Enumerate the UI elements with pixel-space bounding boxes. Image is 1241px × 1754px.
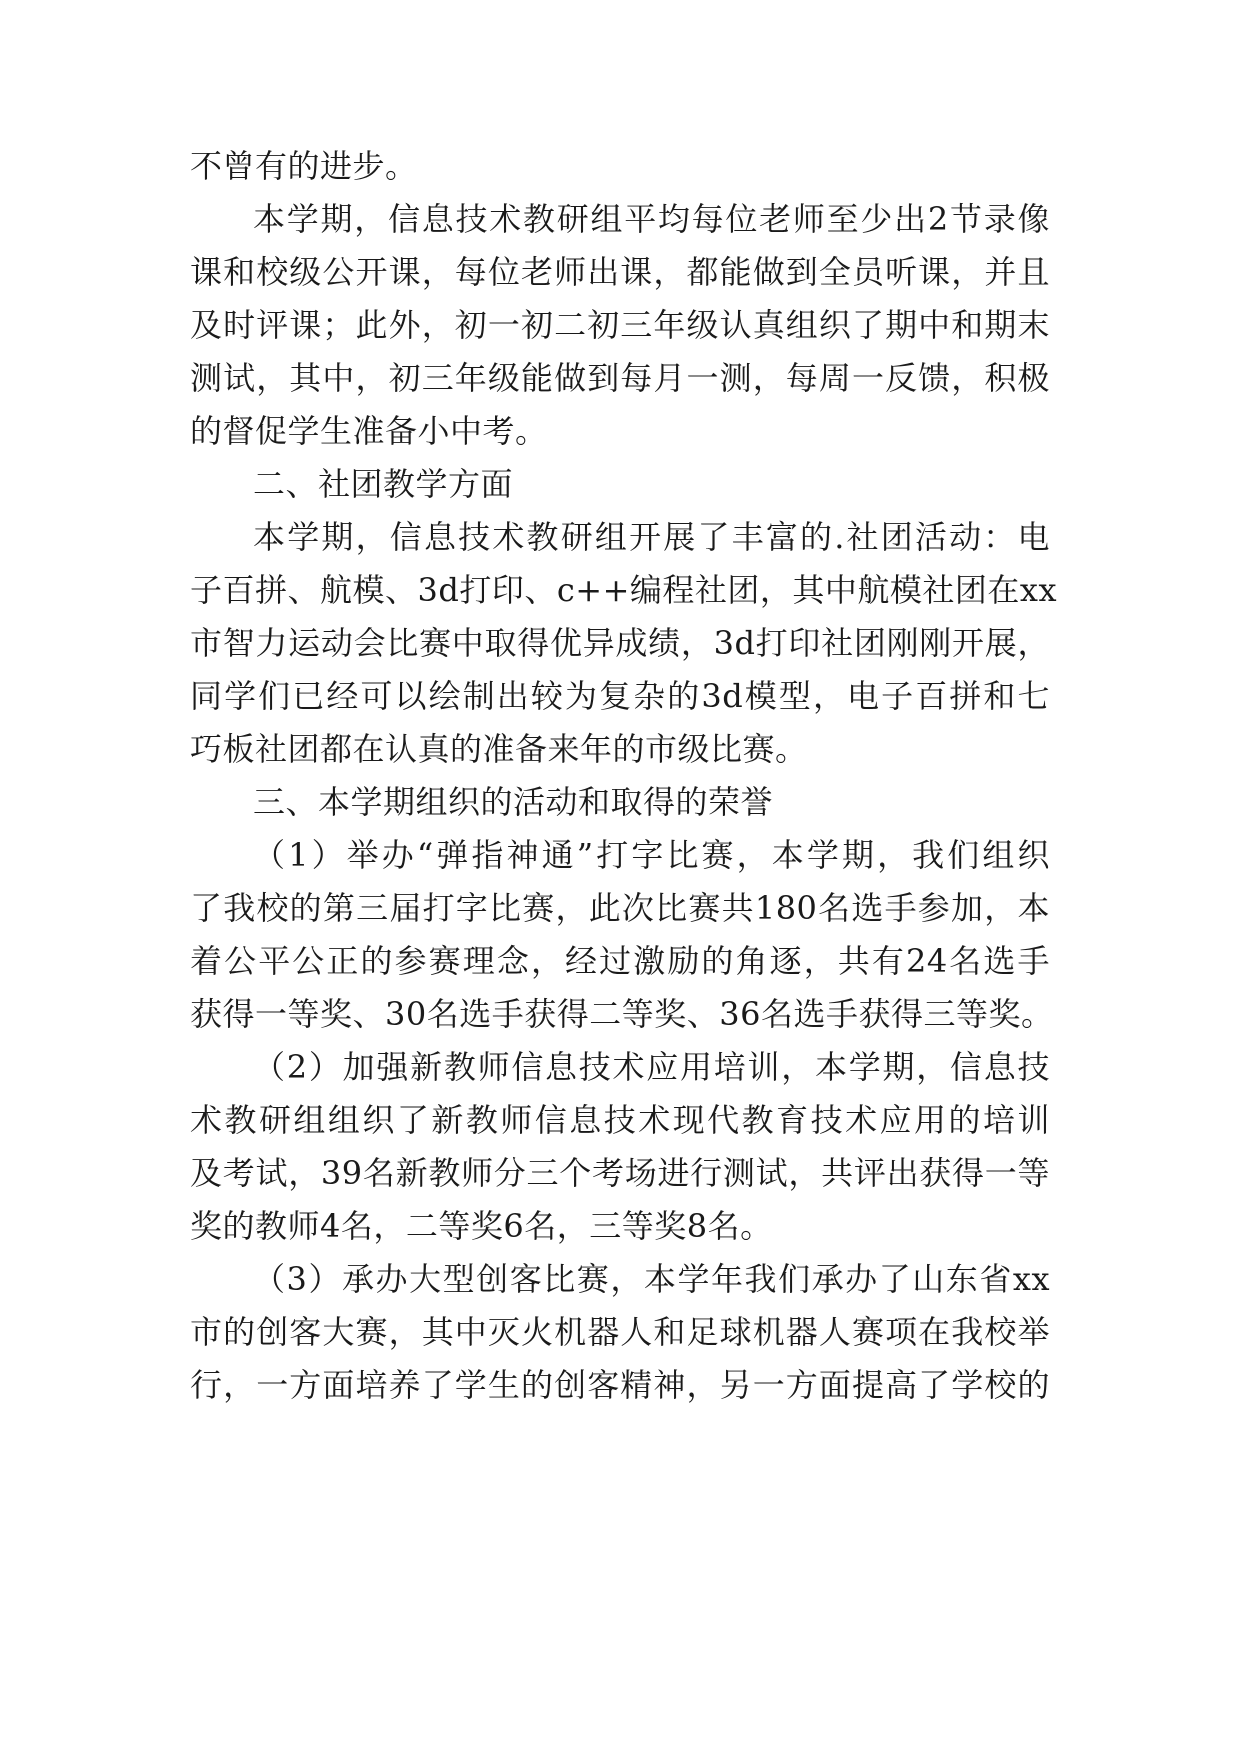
text-line: 市智力运动会比赛中取得优异成绩，3d打印社团刚刚开展， <box>190 624 1050 662</box>
text-line: 本学期，信息技术教研组平均每位老师至少出2节录像 <box>253 200 1050 238</box>
text-line: 了我校的第三届打字比赛，此次比赛共180名选手参加，本 <box>190 889 1050 927</box>
text-line: 不曾有的进步。 <box>190 147 418 185</box>
text-line: 术教研组组织了新教师信息技术现代教育技术应用的培训 <box>190 1101 1050 1139</box>
text-line: 及时评课；此外，初一初二初三年级认真组织了期中和期末 <box>190 306 1050 344</box>
document-page <box>190 0 1057 1754</box>
text-line: 同学们已经可以绘制出较为复杂的3d模型，电子百拼和七 <box>190 677 1050 715</box>
text-line: 本学期，信息技术教研组开展了丰富的.社团活动：电 <box>253 518 1050 556</box>
text-line: 获得一等奖、30名选手获得二等奖、36名选手获得三等奖。 <box>190 995 1054 1033</box>
text-line: 着公平公正的参赛理念，经过激励的角逐，共有24名选手 <box>190 942 1050 980</box>
text-line: 奖的教师4名，二等奖6名，三等奖8名。 <box>190 1207 773 1245</box>
text-line: 测试，其中，初三年级能做到每月一测，每周一反馈，积极 <box>190 359 1050 397</box>
text-line: （1）举办“弹指神通”打字比赛，本学期，我们组织 <box>253 836 1050 874</box>
text-line: 的督促学生准备小中考。 <box>190 412 548 450</box>
text-line: （3）承办大型创客比赛，本学年我们承办了山东省xx <box>253 1260 1050 1298</box>
section-heading: 二、社团教学方面 <box>253 465 514 503</box>
text-line: 及考试，39名新教师分三个考场进行测试，共评出获得一等 <box>190 1154 1050 1192</box>
text-line: 行，一方面培养了学生的创客精神，另一方面提高了学校的 <box>190 1366 1050 1404</box>
text-line: 市的创客大赛，其中灭火机器人和足球机器人赛项在我校举 <box>190 1313 1050 1351</box>
text-line: 课和校级公开课，每位老师出课，都能做到全员听课，并且 <box>190 253 1050 291</box>
section-heading: 三、本学期组织的活动和取得的荣誉 <box>253 783 774 821</box>
text-line: 巧板社团都在认真的准备来年的市级比赛。 <box>190 730 808 768</box>
text-line: 子百拼、航模、3d打印、c++编程社团，其中航模社团在xx <box>190 571 1057 609</box>
text-line: （2）加强新教师信息技术应用培训，本学期，信息技 <box>253 1048 1050 1086</box>
